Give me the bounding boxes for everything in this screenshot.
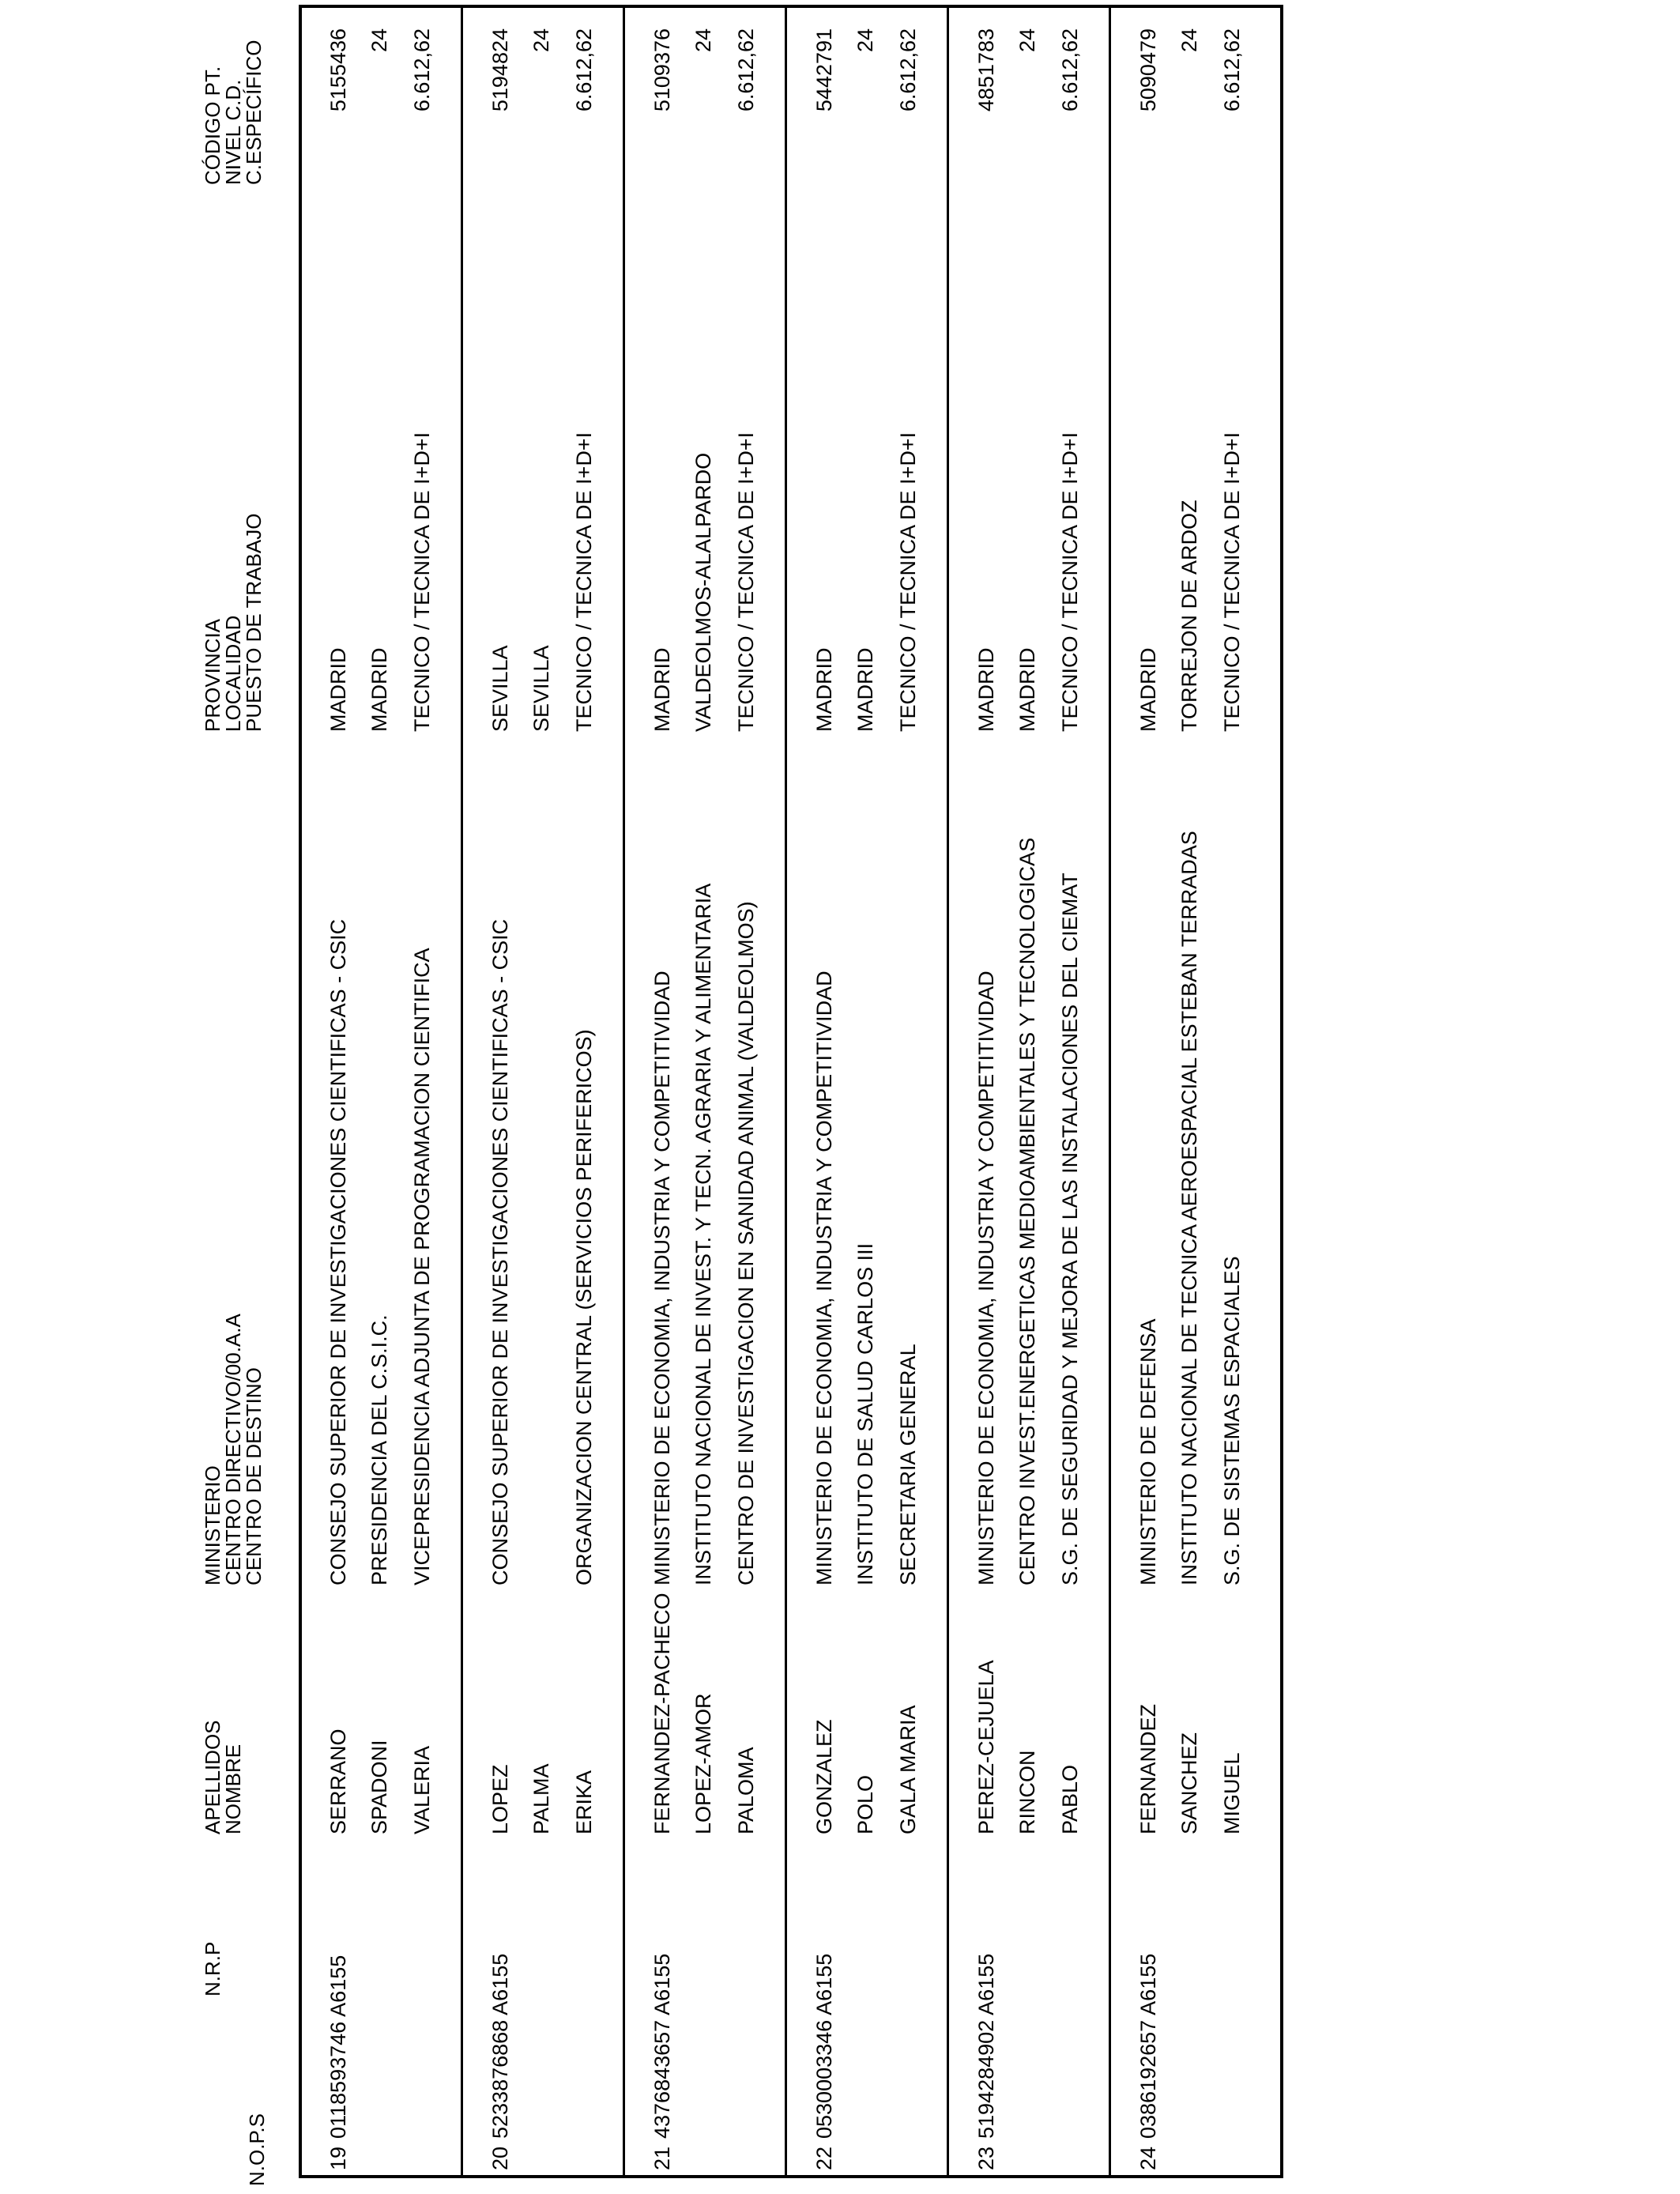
table-frame: [299, 5, 1283, 2178]
row-nops: 20: [488, 2146, 512, 2170]
row-code-line: 6.612,62: [734, 28, 758, 112]
row-nrp: 4376843657 A6155: [650, 1953, 674, 2139]
row-nrp: 0386192657 A6155: [1136, 1953, 1160, 2139]
row-code-line: 24: [1177, 28, 1201, 53]
header-puesto: PUESTO DE TRABAJO: [242, 513, 266, 732]
row-name-line: SANCHEZ: [1177, 1732, 1201, 1834]
row-place-line: MADRID: [367, 647, 391, 732]
row-name-line: GONZALEZ: [812, 1719, 836, 1834]
row-nrp: 5194284902 A6155: [974, 1953, 998, 2139]
header-nrp: N.R.P: [201, 1941, 224, 1996]
row-separator: [623, 5, 625, 2178]
row-name-line: GALA MARIA: [896, 1705, 920, 1834]
row-center-line: S.G. DE SEGURIDAD Y MEJORA DE LAS INSTALACIONES DEL CIEMAT: [1058, 873, 1082, 1585]
row-code-line: 24: [1015, 28, 1039, 53]
row-nops: 22: [812, 2146, 836, 2170]
row-center-line: CONSEJO SUPERIOR DE INVESTIGACIONES CIENTIFICAS - CSIC: [488, 918, 512, 1585]
row-separator: [461, 5, 463, 2178]
header-centro-directivo: CENTRO DIRECTIVO/00.A.A: [221, 1314, 245, 1585]
row-place-line: MADRID: [974, 647, 998, 732]
row-name-line: FERNANDEZ: [1136, 1703, 1160, 1834]
row-place-line: TECNICO / TECNICA DE I+D+I: [410, 432, 434, 732]
row-center-line: CENTRO INVEST.ENERGETICAS MEDIOAMBIENTALES Y TECNOLOGICAS: [1015, 837, 1039, 1585]
row-name-line: POLO: [853, 1774, 877, 1834]
row-place-line: TECNICO / TECNICA DE I+D+I: [572, 432, 596, 732]
row-place-line: SEVILLA: [529, 645, 553, 732]
header-provincia: PROVINCIA: [201, 618, 224, 732]
row-separator: [947, 5, 949, 2178]
row-code-line: 24: [853, 28, 877, 53]
row-separator: [785, 5, 787, 2178]
row-code-line: 4851783: [974, 28, 998, 112]
row-name-line: MIGUEL: [1220, 1752, 1244, 1834]
row-nops: 24: [1136, 2146, 1160, 2170]
row-code-line: 24: [367, 28, 391, 53]
header-nivel: NIVEL C.D.: [221, 79, 245, 185]
header-centro-destino: CENTRO DE DESTINO: [242, 1367, 266, 1585]
row-center-line: S.G. DE SISTEMAS ESPACIALES: [1220, 1256, 1244, 1585]
row-name-line: LOPEZ: [488, 1764, 512, 1834]
row-place-line: TORREJON DE ARDOZ: [1177, 499, 1201, 732]
row-place-line: TECNICO / TECNICA DE I+D+I: [896, 432, 920, 732]
row-code-line: 5090479: [1136, 28, 1160, 112]
row-nrp: 5233876868 A6155: [488, 1953, 512, 2139]
row-name-line: SERRANO: [326, 1728, 350, 1834]
header-nops: N.O.P.S: [245, 2113, 269, 2186]
row-center-line: VICEPRESIDENCIA ADJUNTA DE PROGRAMACION CIENTIFICA: [410, 948, 434, 1585]
row-name-line: PALMA: [529, 1763, 553, 1834]
header-nombre: NOMBRE: [221, 1744, 245, 1834]
row-name-line: RINCON: [1015, 1750, 1039, 1834]
row-code-line: 5194824: [488, 28, 512, 112]
row-place-line: SEVILLA: [488, 645, 512, 732]
row-place-line: MADRID: [650, 647, 674, 732]
header-especifico: C.ESPECÍFICO: [242, 40, 266, 185]
row-place-line: VALDEOLMOS-ALALPARDO: [691, 452, 715, 732]
row-name-line: PALOMA: [734, 1747, 758, 1834]
row-place-line: MADRID: [1015, 647, 1039, 732]
row-name-line: PABLO: [1058, 1764, 1082, 1834]
row-center-line: CENTRO DE INVESTIGACION EN SANIDAD ANIMAL (VALDEOLMOS): [734, 901, 758, 1585]
row-place-line: TECNICO / TECNICA DE I+D+I: [1220, 432, 1244, 732]
header-localidad: LOCALIDAD: [221, 615, 245, 732]
row-separator: [1109, 5, 1111, 2178]
row-place-line: MADRID: [853, 647, 877, 732]
row-nops: 23: [974, 2146, 998, 2170]
row-code-line: 5155436: [326, 28, 350, 112]
row-center-line: INSTITUTO NACIONAL DE INVEST. Y TECN. AGRARIA Y ALIMENTARIA: [691, 883, 715, 1585]
row-center-line: SECRETARIA GENERAL: [896, 1344, 920, 1585]
row-center-line: MINISTERIO DE ECONOMIA, INDUSTRIA Y COMPETITIVIDAD: [974, 971, 998, 1585]
row-place-line: TECNICO / TECNICA DE I+D+I: [734, 432, 758, 732]
row-nrp: 0118593746 A6155: [326, 1955, 350, 2139]
row-name-line: FERNANDEZ-PACHECO: [650, 1593, 674, 1834]
row-center-line: MINISTERIO DE ECONOMIA, INDUSTRIA Y COMPETITIVIDAD: [650, 971, 674, 1585]
row-center-line: INSTITUTO DE SALUD CARLOS III: [853, 1242, 877, 1585]
row-place-line: MADRID: [1136, 647, 1160, 732]
row-code-line: 5109376: [650, 28, 674, 112]
row-name-line: ERIKA: [572, 1770, 596, 1834]
row-code-line: 24: [691, 28, 715, 53]
header-ministerio: MINISTERIO: [201, 1465, 224, 1585]
row-place-line: TECNICO / TECNICA DE I+D+I: [1058, 432, 1082, 732]
row-nops: 19: [326, 2146, 350, 2170]
header-codigo: CÓDIGO PT.: [201, 66, 224, 185]
row-name-line: PEREZ-CEJUELA: [974, 1660, 998, 1834]
row-center-line: PRESIDENCIA DEL C.S.I.C.: [367, 1314, 391, 1585]
row-code-line: 6.612,62: [896, 28, 920, 112]
row-nrp: 0530003346 A6155: [812, 1953, 836, 2139]
row-center-line: ORGANIZACION CENTRAL (SERVICIOS PERIFERICOS): [572, 1029, 596, 1585]
row-nops: 21: [650, 2146, 674, 2170]
row-code-line: 6.612,62: [410, 28, 434, 112]
row-name-line: LOPEZ-AMOR: [691, 1693, 715, 1834]
row-place-line: MADRID: [326, 647, 350, 732]
row-code-line: 6.612,62: [1220, 28, 1244, 112]
header-apellidos: APELLIDOS: [201, 1720, 224, 1834]
row-name-line: SPADONI: [367, 1740, 391, 1834]
row-code-line: 5442791: [812, 28, 836, 112]
row-code-line: 6.612,62: [572, 28, 596, 112]
row-code-line: 24: [529, 28, 553, 53]
row-place-line: MADRID: [812, 647, 836, 732]
row-center-line: CONSEJO SUPERIOR DE INVESTIGACIONES CIENTIFICAS - CSIC: [326, 918, 350, 1585]
row-center-line: MINISTERIO DE DEFENSA: [1136, 1318, 1160, 1585]
row-center-line: INSTITUTO NACIONAL DE TECNICA AEROESPACIAL ESTEBAN TERRADAS: [1177, 831, 1201, 1585]
row-name-line: VALERIA: [410, 1745, 434, 1834]
row-center-line: MINISTERIO DE ECONOMIA, INDUSTRIA Y COMPETITIVIDAD: [812, 971, 836, 1585]
row-code-line: 6.612,62: [1058, 28, 1082, 112]
